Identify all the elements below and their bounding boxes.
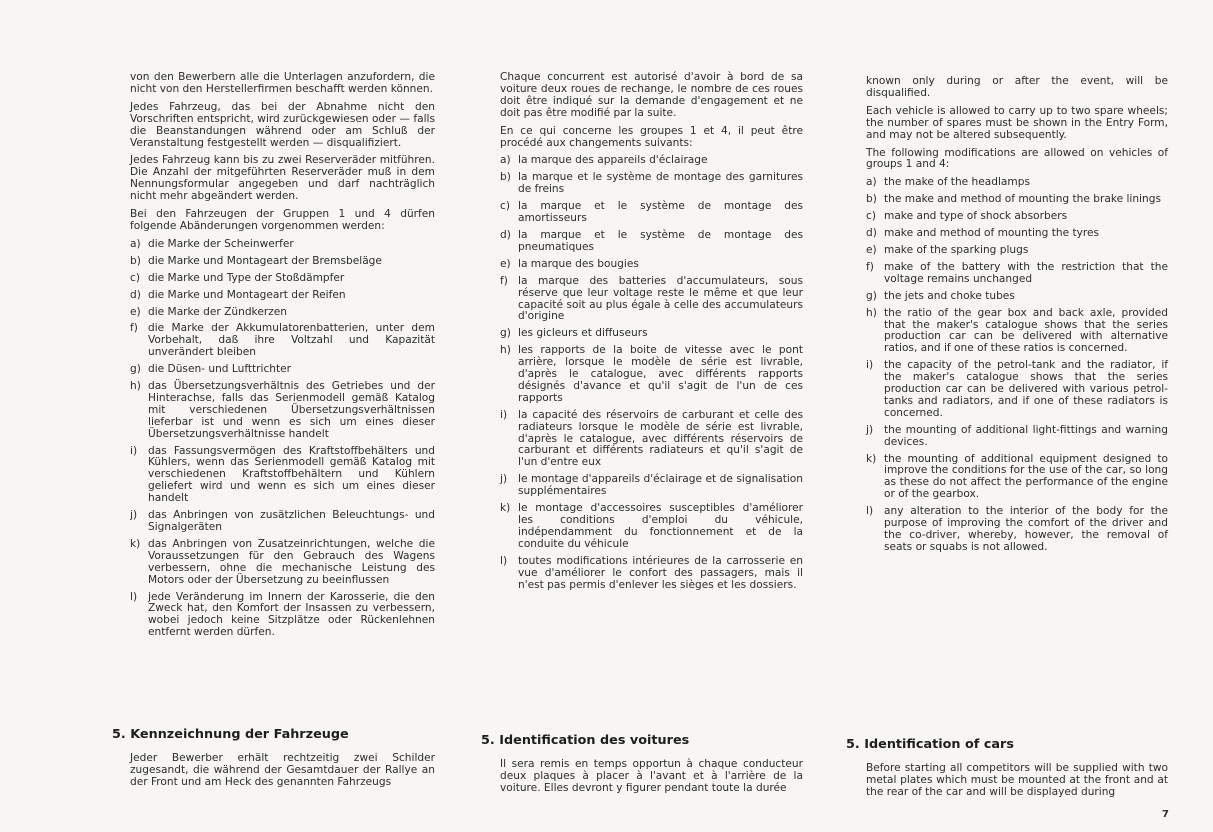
list-item-marker: d): [130, 288, 141, 301]
list-item-marker: l): [500, 554, 508, 567]
list-item: [130, 381, 435, 441]
list-item-text: jede Veränderung im Innern der Karosserie, die den Zweck hat, den Komfort der Insassen zu verbessern, wobei jedoch keine Sitzplätze oder Rückenlehnen entfernt werden dürfen.: [148, 590, 435, 639]
list-item: [500, 230, 803, 254]
list-item-text: the make of the headlamps: [884, 176, 1030, 189]
list-item-marker: k): [130, 537, 141, 550]
list-item-text: die Marke und Type der Stoßdämpfer: [148, 271, 345, 284]
list-item-text: make and type of shock absorbers: [884, 210, 1068, 223]
list-item-text: the mounting of additional light-fittings and warning devices.: [884, 423, 1168, 448]
list-item: [130, 273, 435, 285]
list-item: [866, 245, 1168, 257]
list-item-text: das Übersetzungsverhältnis des Getriebes und der Hinterachse, falls das Serienmodell gemäß Katalog mit verschiedenen Übersetzungsverhältnissen lieferbar ist und wenn es sich um eines dieser Übersetzungsverhältnisse handelt: [148, 380, 435, 440]
list-item: [500, 201, 803, 225]
en-section-text: Before starting all competitors will be supplied with two metal plates which must be mounted at the front and at the rear of the car and will be displayed during: [866, 762, 1168, 798]
list-item-text: la marque des appareils d'éclairage: [518, 154, 708, 167]
list-item: [866, 454, 1168, 502]
list-item-text: die Marke der Scheinwerfer: [148, 237, 294, 250]
list-item-marker: l): [866, 505, 874, 518]
list-item-text: la marque des batteries d'accumulateurs, sous réserve que leur voltage reste le même et que leur capacité soit au plus égale à celle des accumulateurs d'origine: [518, 274, 803, 323]
list-item-marker: c): [130, 271, 140, 284]
list-item-marker: b): [500, 171, 511, 184]
list-item-marker: l): [130, 590, 138, 603]
list-item-marker: b): [130, 254, 141, 267]
list-item-marker: k): [500, 502, 511, 515]
de-section-text: Jeder Bewerber erhält rechtzeitig zwei Schilder zugesandt, die während der Gesamtdauer der Rallye an der Front und am Heck des genannten Fahrzeugs: [130, 752, 435, 788]
list-item: [130, 256, 435, 268]
list-item: [866, 262, 1168, 286]
en-section-heading: 5. Identification of cars: [846, 737, 1014, 752]
list-item-text: la marque et le système de montage des garnitures de freins: [518, 171, 803, 196]
list-item: [500, 556, 803, 592]
list-item-marker: i): [866, 359, 874, 372]
list-item-marker: a): [866, 176, 877, 189]
list-item: [130, 510, 435, 534]
list-item: [866, 425, 1168, 449]
list-item: [130, 239, 435, 251]
list-item-marker: a): [500, 154, 511, 167]
list-item-text: das Fassungsvermögen des Kraftstoffbehälters und Kühlers, wenn das Serienmodell gemäß Katalog mit verschiedenen Kraftstoffbehältern und Kühlern geliefert wird und wenn es sich um eines dieser handelt: [148, 444, 435, 505]
list-item-text: les rapports de la boite de vitesse avec le pont arrière, lorsque le modèle de série est livrable, d'après le catalogue, avec différents rapports désignés d'avance et qu'il s'agit de l'un de ces rapports: [518, 344, 803, 404]
list-item-marker: j): [130, 509, 138, 522]
list-item-marker: b): [866, 193, 877, 206]
list-item-text: die Marke der Akkumulatorenbatterien, unter dem Vorbehalt, daß ihre Voltzahl und Kapazität unverändert bleiben: [148, 322, 435, 359]
list-item: [866, 228, 1168, 240]
list-item-text: das Anbringen von Zusatzeinrichtungen, welche die Voraussetzungen für den Gebrauch des Wagens verbessern, ohne die mechanische Leistung des Motors oder der Übersetzung zu beeinflussen: [148, 537, 435, 586]
list-item-marker: f): [500, 274, 508, 287]
list-item: [500, 474, 803, 498]
list-item-marker: e): [500, 257, 511, 270]
list-item: [500, 503, 803, 551]
list-item: [500, 410, 803, 470]
list-item-text: die Marke und Montageart der Bremsbeläge: [148, 254, 382, 267]
list-item-marker: d): [500, 228, 511, 241]
list-item-text: die Düsen- und Lufttrichter: [148, 363, 292, 376]
list-item-text: make and method of mounting the tyres: [884, 227, 1100, 240]
list-item-text: la marque des bougies: [518, 257, 639, 270]
list-item-marker: j): [866, 423, 874, 436]
list-item: [866, 211, 1168, 223]
de-paragraph-3: Bei den Fahrzeugen der Gruppen 1 und 4 dürfen folgende Abänderungen vorgenommen werden:: [130, 208, 435, 232]
list-item-text: any alteration to the interior of the body for the purpose of improving the comfort of the driver and the co-driver, whereby, however, the removal of seats or squabs is not allowed.: [884, 505, 1168, 553]
fr-section-heading: 5. Identification des voitures: [481, 733, 690, 748]
list-item-marker: k): [866, 452, 877, 465]
list-item-text: le montage d'appareils d'éclairage et de signalisation supplémentaires: [518, 473, 803, 498]
en-paragraph-1: Each vehicle is allowed to carry up to two spare wheels; the number of spares must be shown in the Entry Form, and may not be altered subsequently.: [866, 104, 1168, 141]
page-number: 7: [1162, 809, 1169, 820]
list-item-text: la marque et le système de montage des pneumatiques: [518, 228, 803, 253]
en-intro: known only during or after the event, will be disqualified.: [866, 75, 1168, 99]
list-item-marker: e): [130, 305, 141, 318]
fr-modification-list: [500, 155, 803, 591]
list-item: [130, 592, 435, 640]
list-item-marker: h): [130, 380, 141, 393]
list-item: [866, 291, 1168, 303]
list-item: [130, 290, 435, 302]
de-intro: von den Bewerbern alle die Unterlagen anzufordern, die nicht von den Herstellerfirmen beschafft werden können.: [130, 71, 435, 95]
list-item-text: make of the battery with the restriction that the voltage remains unchanged: [884, 260, 1168, 285]
list-item: [866, 506, 1168, 554]
de-section-heading: 5. Kennzeichnung der Fahrzeuge: [112, 727, 349, 742]
list-item-text: le montage d'accessoires susceptibles d'améliorer les conditions d'emploi du véhicule, indépendamment du fonctionnement et de la conduite du véhicule: [518, 502, 803, 550]
list-item-text: the jets and choke tubes: [884, 289, 1015, 302]
list-item-marker: c): [866, 210, 876, 223]
list-item-marker: i): [130, 444, 138, 457]
list-item-marker: c): [500, 200, 510, 213]
list-item-marker: h): [500, 344, 511, 357]
list-item-marker: e): [866, 243, 877, 256]
list-item: [500, 345, 803, 405]
list-item-text: the ratio of the gear box and back axle, provided that the maker's catalogue shows that the series production car can be delivered with alternative ratios, and if one of these ratios is concerned.: [884, 306, 1168, 355]
list-item: [866, 194, 1168, 206]
list-item-marker: a): [130, 237, 141, 250]
list-item: [866, 308, 1168, 356]
list-item: [500, 328, 803, 340]
list-item-marker: h): [866, 306, 877, 319]
list-item-text: la marque et le système de montage des amortisseurs: [518, 200, 803, 225]
list-item-text: toutes modifications intérieures de la carrosserie en vue d'améliorer le confort des passagers, mais il n'est pas permis d'enlever les sièges et les dossiers.: [518, 554, 803, 591]
list-item-marker: d): [866, 227, 877, 240]
list-item: [130, 446, 435, 506]
list-item-text: das Anbringen von zusätzlichen Beleuchtungs- und Signalgeräten: [148, 509, 435, 533]
list-item: [500, 155, 803, 167]
list-item-text: the capacity of the petrol-tank and the radiator, if the maker's catalogue shows that the series production car can be delivered with various petrol-tanks and radiators, and if one of these radiators is concerned.: [884, 359, 1168, 419]
list-item: [500, 276, 803, 324]
list-item-text: les gicleurs et diffuseurs: [518, 327, 648, 340]
list-item-marker: f): [130, 322, 138, 335]
german-column: [130, 72, 435, 644]
fr-section-text: Il sera remis en temps opportun à chaque conducteur deux plaques à placer à l'avant et à l'arrière de la voiture. Elles devront y figurer pendant toute la durée: [500, 758, 803, 794]
list-item-marker: g): [130, 363, 141, 376]
list-item: [130, 539, 435, 587]
list-item: [130, 307, 435, 319]
list-item-text: the mounting of additional equipment designed to improve the conditions for the use of the car, so long as these do not affect the performance of the engine or of the gearbox.: [884, 452, 1168, 501]
french-column: [500, 72, 803, 596]
list-item-text: the make and method of mounting the brake linings: [884, 193, 1161, 206]
list-item-marker: j): [500, 473, 508, 486]
en-modification-list: [866, 177, 1168, 553]
list-item-text: die Marke und Montageart der Reifen: [148, 288, 346, 301]
de-paragraph-1: Jedes Fahrzeug, das bei der Abnahme nicht den Vorschriften entspricht, wird zurückgewiesen oder — falls die Beanstandungen während oder am Schluß der Veranstaltung festgestellt werden — disqualifiziert.: [130, 100, 435, 149]
list-item-text: make of the sparking plugs: [884, 243, 1029, 256]
fr-paragraph-1: Chaque concurrent est autorisé d'avoir à bord de sa voiture deux roues de rechange, le nombre de ces roues doit être indiqué sur la demande d'engagement et ne doit pas être modifié par la suite.: [500, 71, 803, 119]
fr-paragraph-2: En ce qui concerne les groupes 1 et 4, il peut être procédé aux changements suivants:: [500, 124, 803, 149]
list-item-marker: g): [500, 327, 511, 340]
list-item-text: la capacité des réservoirs de carburant et celle des radiateurs lorsque le modèle de série est livrable, d'après le catalogue, avec différents réservoirs de carburant et différents radiateurs et qu'il s'agit de l'un d'entre eux: [518, 408, 803, 469]
list-item: [866, 360, 1168, 420]
list-item: [500, 259, 803, 271]
list-item: [130, 323, 435, 359]
de-paragraph-2: Jedes Fahrzeug kann bis zu zwei Reserveräder mitführen. Die Anzahl der mitgeführten Reserveräder muß in dem Nennungsformular angegeben und darf nachträglich nicht mehr abgeändert werden.: [130, 154, 435, 203]
list-item: [500, 172, 803, 196]
list-item-text: die Marke der Zündkerzen: [148, 305, 287, 318]
english-column: [866, 76, 1168, 559]
en-paragraph-2: The following modifications are allowed on vehicles of groups 1 and 4:: [866, 146, 1168, 171]
list-item-marker: i): [500, 408, 508, 421]
list-item: [130, 364, 435, 376]
list-item-marker: f): [866, 260, 874, 273]
de-modification-list: [130, 239, 435, 639]
list-item-marker: g): [866, 289, 877, 302]
list-item: [866, 177, 1168, 189]
